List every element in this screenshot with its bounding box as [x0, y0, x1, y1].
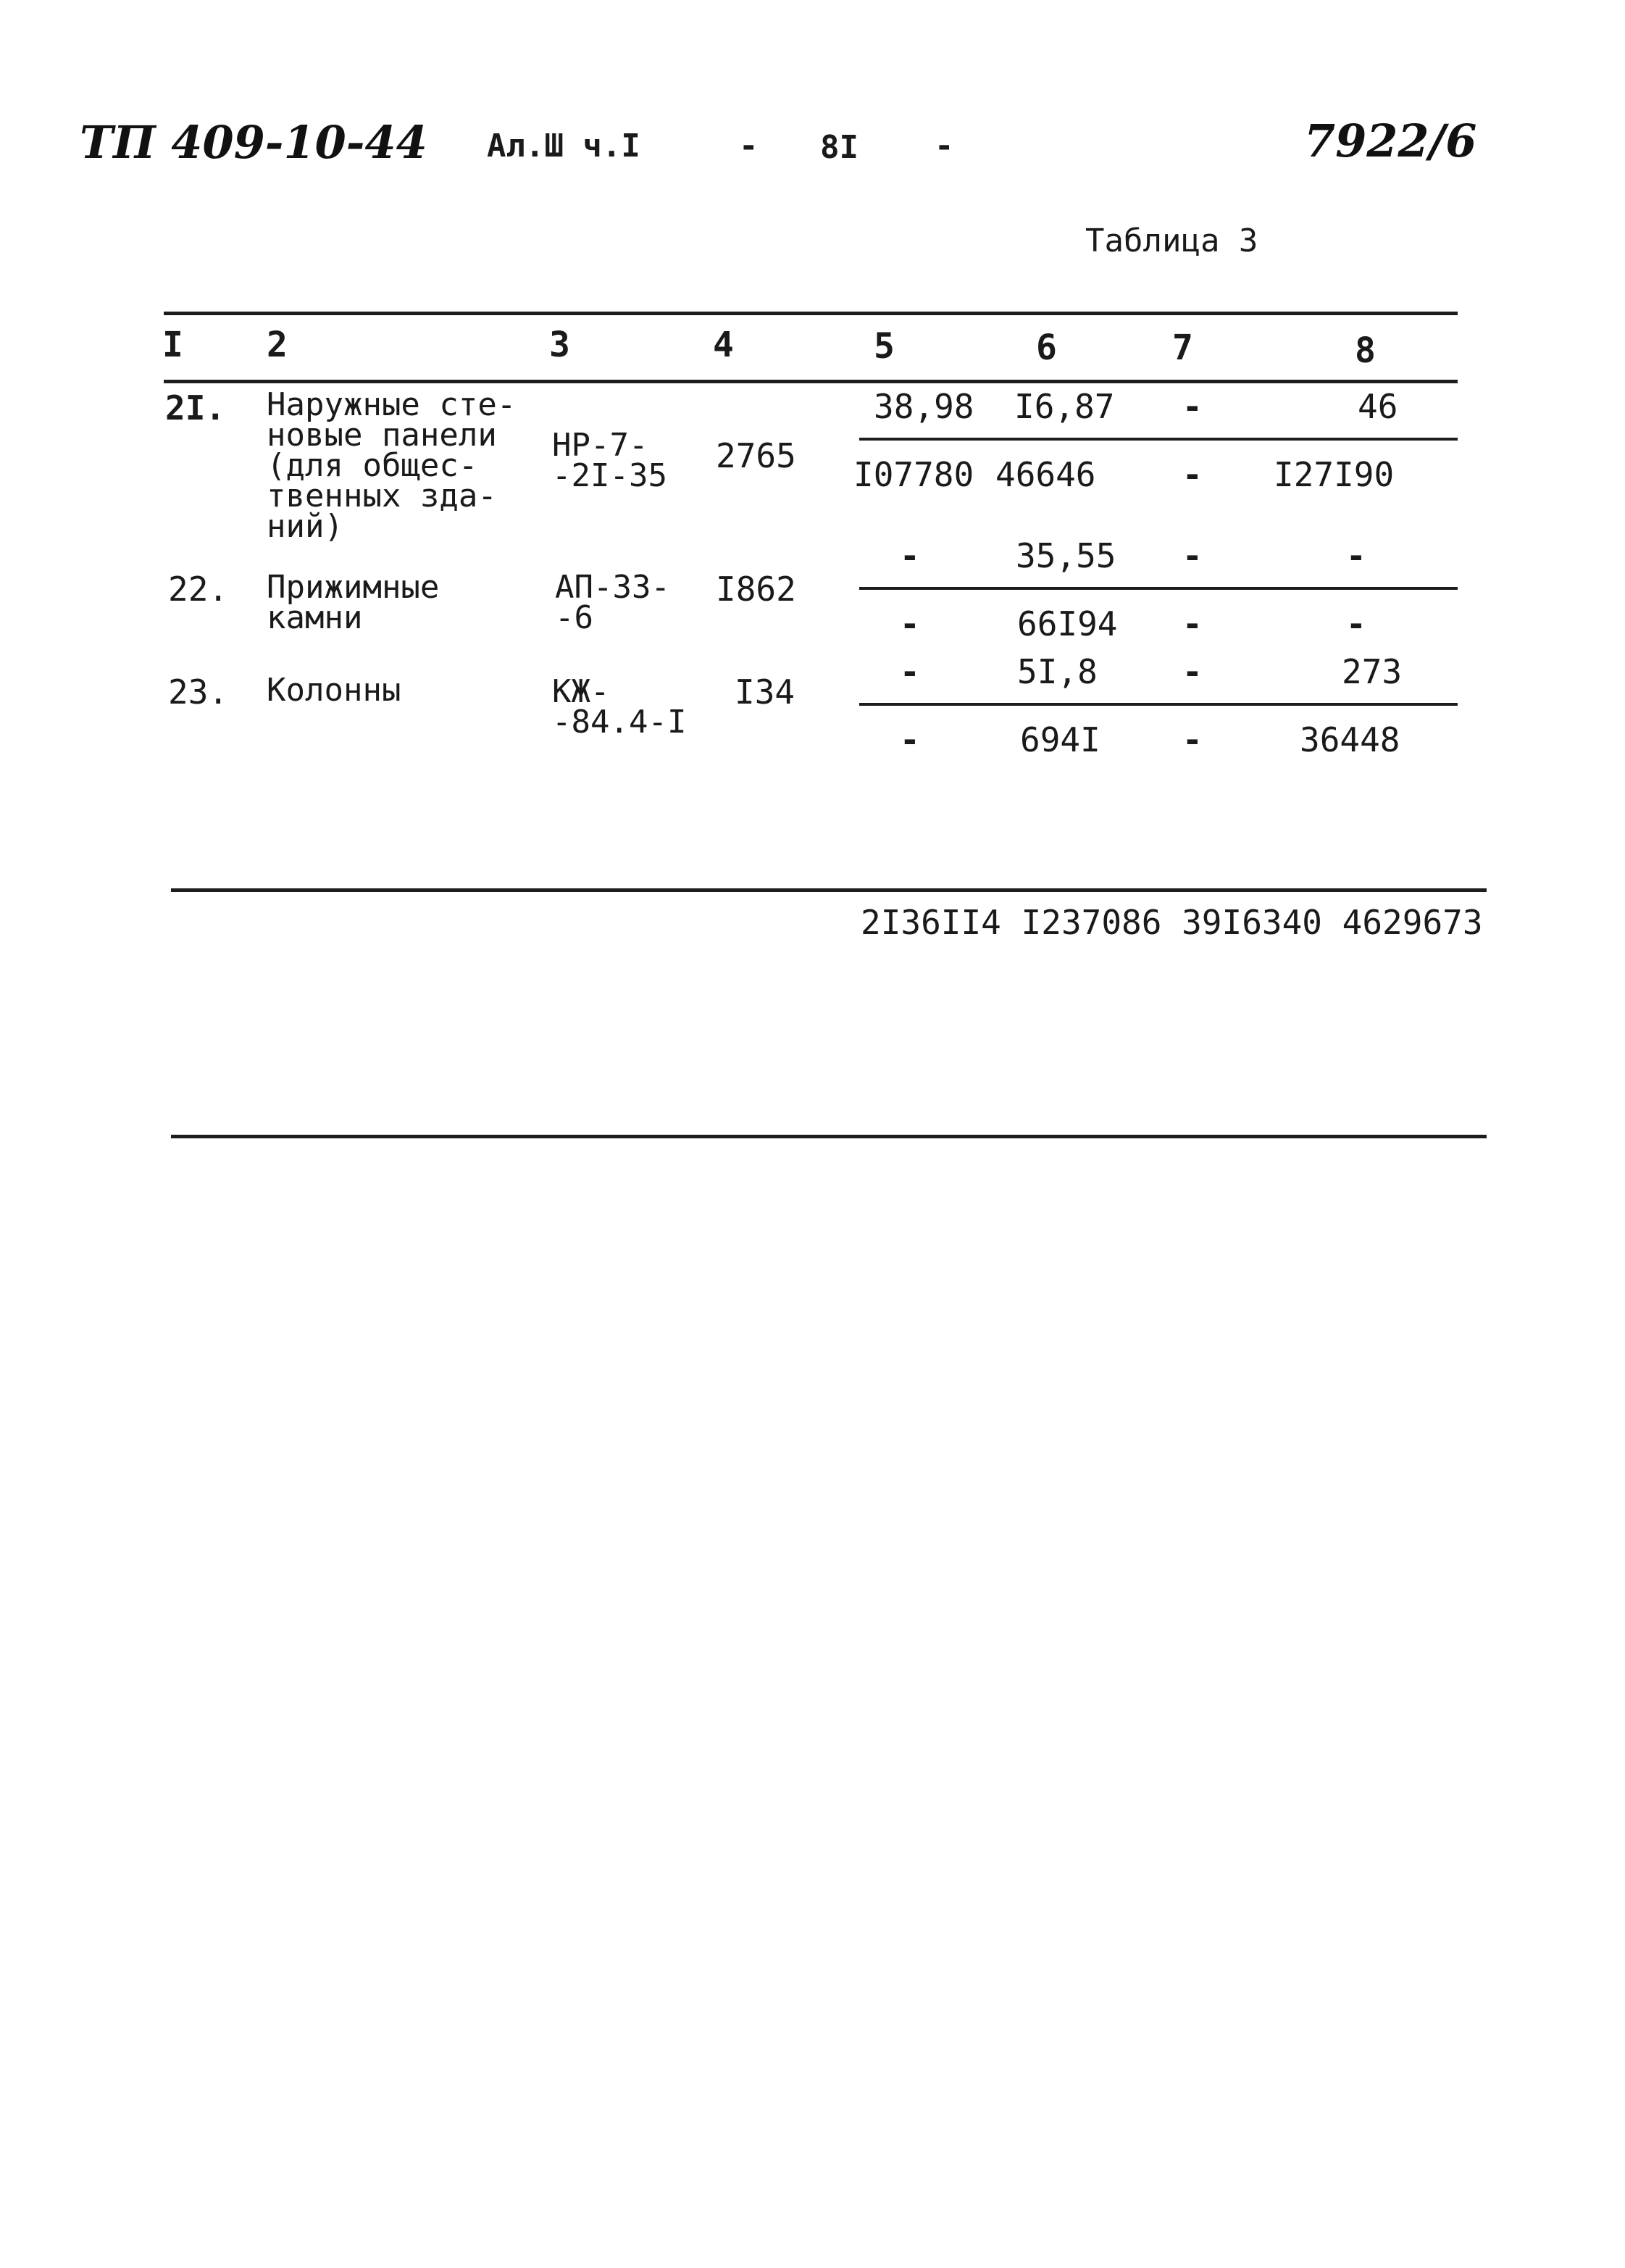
row-21-c5-bottom: I07780 — [853, 455, 974, 494]
row-21-c7-bottom: - — [1182, 455, 1203, 494]
totals-row: 2I36II4 I237086 39I6340 4629673 — [861, 903, 1483, 942]
column-header-5: 5 — [874, 326, 895, 367]
row-21-mark: НР-7- -2I-35 — [552, 427, 667, 494]
row-23-c8-bottom: 36448 — [1300, 720, 1400, 759]
row-23-c8-top: 273 — [1342, 652, 1403, 691]
row-21-c8-top: 46 — [1358, 387, 1398, 426]
row-23-c6-bottom: 694I — [1020, 720, 1100, 759]
row-23-c5-top: - — [900, 652, 920, 691]
row-23-c5-bottom: - — [900, 720, 920, 759]
row-22-c8-bottom: - — [1346, 604, 1366, 643]
row-22-divider — [859, 587, 1458, 590]
row-22-c8-top: - — [1346, 536, 1366, 575]
page-number: 8I — [820, 129, 859, 166]
row-23-c7-top: - — [1182, 652, 1203, 691]
sheet-code: 7922/6 — [1304, 114, 1477, 167]
row-21-divider — [859, 438, 1458, 441]
row-22-c5-top: - — [900, 536, 920, 575]
row-21-c5-top: 38,98 — [874, 387, 974, 426]
row-21-name: Наружные сте- новые панели (для общес- твенных зда- ний) — [267, 386, 517, 545]
row-23-number: 23. — [168, 672, 229, 712]
row-22-name: Прижимные камни — [267, 569, 440, 636]
table-header-rule — [164, 380, 1458, 383]
row-21-c7-top: - — [1182, 387, 1203, 426]
row-21-c8-bottom: I27I90 — [1274, 455, 1395, 494]
row-22-c7-bottom: - — [1182, 604, 1203, 643]
page-dash-right: - — [935, 128, 954, 164]
column-header-8: 8 — [1355, 330, 1376, 371]
row-23-qty: I34 — [735, 672, 795, 712]
album-label: Ал.Ш ч.I — [487, 128, 640, 164]
column-header-3: 3 — [549, 325, 570, 365]
row-22-mark: АП-33- -6 — [555, 569, 670, 636]
row-23-c6-top: 5I,8 — [1017, 652, 1098, 691]
table-caption: Таблица 3 — [1085, 222, 1258, 259]
row-21-c6-top: I6,87 — [1014, 387, 1115, 426]
table-top-rule — [164, 312, 1458, 315]
row-22-c7-top: - — [1182, 536, 1203, 575]
totals-rule — [171, 888, 1487, 892]
doc-code: ТП 409-10-44 — [80, 116, 427, 169]
row-22-qty: I862 — [716, 570, 796, 609]
column-header-2: 2 — [267, 325, 288, 365]
row-21-qty: 2765 — [716, 436, 796, 475]
row-21-c6-bottom: 46646 — [995, 455, 1096, 494]
row-22-c6-bottom: 66I94 — [1017, 604, 1118, 643]
row-23-mark: КЖ- -84.4-I — [552, 673, 687, 741]
column-header-7: 7 — [1172, 328, 1193, 368]
column-header-6: 6 — [1036, 328, 1057, 368]
row-22-c6-top: 35,55 — [1016, 536, 1116, 575]
page-dash-left: - — [739, 128, 759, 164]
column-header-4: 4 — [713, 325, 734, 365]
row-23-name: Колонны — [267, 672, 401, 709]
row-22-c5-bottom: - — [900, 604, 920, 643]
row-23-divider — [859, 703, 1458, 706]
bottom-rule — [171, 1135, 1487, 1138]
column-header-1: I — [162, 325, 183, 365]
row-21-number: 2I. — [165, 388, 226, 428]
row-22-number: 22. — [168, 570, 229, 609]
row-23-c7-bottom: - — [1182, 720, 1203, 759]
